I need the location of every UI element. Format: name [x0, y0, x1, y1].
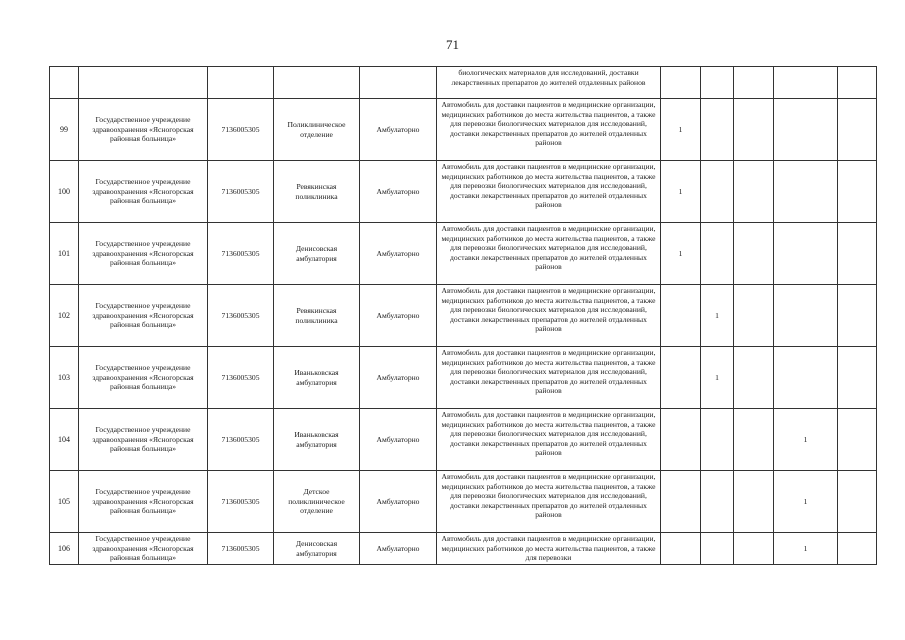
- description-cell: Автомобиль для доставки пациентов в медицинские организации, медицинских работников до места жительства пациентов, а также для перевозки биологических материалов для исследований, доставки лекарственных препаратов до жителей отдаленных районов: [437, 471, 661, 533]
- table-row: [50, 99, 877, 161]
- institution-cell: Государственное учреждение здравоохранения «Ясногорская районная больница»: [79, 471, 208, 533]
- description-cell: Автомобиль для доставки пациентов в медицинские организации, медицинских работников до места жительства пациентов, а также для перевозки биологических материалов для исследований, доставки лекарственных препаратов до жителей отдаленных районов: [437, 161, 661, 223]
- table-row: [50, 223, 877, 285]
- quantity-cell-2: [701, 223, 734, 285]
- quantity-cell-3: [734, 161, 774, 223]
- subdivision-cell: Поликлиническое отделение: [274, 99, 360, 161]
- institution-cell: Государственное учреждение здравоохранения «Ясногорская районная больница»: [79, 533, 208, 565]
- row-number: 101: [50, 223, 79, 285]
- quantity-cell-4: [774, 223, 838, 285]
- description-cell: Автомобиль для доставки пациентов в медицинские организации, медицинских работников до места жительства пациентов, а также для перевозки биологических материалов для исследований, доставки лекарственных препаратов до жителей отдаленных районов: [437, 99, 661, 161]
- description-cell: Автомобиль для доставки пациентов в медицинские организации, медицинских работников до места жительства пациентов, а также для перевозки биологических материалов для исследований, доставки лекарственных препаратов до жителей отдаленных районов: [437, 285, 661, 347]
- inn-cell: 7136005305: [208, 533, 274, 565]
- institution-cell: Государственное учреждение здравоохранения «Ясногорская районная больница»: [79, 285, 208, 347]
- inn-cell: 7136005305: [208, 347, 274, 409]
- subdivision-cell: Ревякинская поликлиника: [274, 161, 360, 223]
- quantity-cell-5: [838, 533, 877, 565]
- subdivision-cell: Иваньковская амбулатория: [274, 347, 360, 409]
- table-row-continuation: [50, 67, 877, 99]
- description-cell: Автомобиль для доставки пациентов в медицинские организации, медицинских работников до места жительства пациентов, а также для перевозки биологических материалов для исследований, доставки лекарственных препаратов до жителей отдаленных районов: [437, 409, 661, 471]
- quantity-cell-4: [774, 99, 838, 161]
- subdivision-cell: Детское поликлиническое отделение: [274, 471, 360, 533]
- quantity-cell-2: 1: [701, 285, 734, 347]
- quantity-cell-1: [661, 471, 701, 533]
- row-number: 100: [50, 161, 79, 223]
- quantity-cell-1: [661, 533, 701, 565]
- quantity-cell-1: [661, 285, 701, 347]
- care-type-cell: Амбулаторно: [360, 533, 437, 565]
- institution-cell: Государственное учреждение здравоохранения «Ясногорская районная больница»: [79, 99, 208, 161]
- page-number: 71: [446, 37, 459, 52]
- subdivision-cell: Денисовская амбулатория: [274, 223, 360, 285]
- subdivision-cell: Иваньковская амбулатория: [274, 409, 360, 471]
- row-number: 106: [50, 533, 79, 565]
- quantity-cell-3: [734, 533, 774, 565]
- table-row: [50, 533, 877, 565]
- quantity-cell-5: [838, 347, 877, 409]
- inn-cell: 7136005305: [208, 471, 274, 533]
- quantity-cell-1: 1: [661, 223, 701, 285]
- quantity-cell-1: [661, 347, 701, 409]
- institution-cell: Государственное учреждение здравоохранения «Ясногорская районная больница»: [79, 409, 208, 471]
- quantity-cell-4: [774, 285, 838, 347]
- quantity-cell-4: [774, 161, 838, 223]
- care-type-cell: Амбулаторно: [360, 223, 437, 285]
- quantity-cell-2: [701, 471, 734, 533]
- description-cell: Автомобиль для доставки пациентов в медицинские организации, медицинских работников до места жительства пациентов, а также для перевозки: [437, 533, 661, 565]
- description-cell: Автомобиль для доставки пациентов в медицинские организации, медицинских работников до места жительства пациентов, а также для перевозки биологических материалов для исследований, доставки лекарственных препаратов до жителей отдаленных районов: [437, 223, 661, 285]
- quantity-cell-1: 1: [661, 99, 701, 161]
- care-type-cell: Амбулаторно: [360, 161, 437, 223]
- row-number: 104: [50, 409, 79, 471]
- subdivision-cell: Денисовская амбулатория: [274, 533, 360, 565]
- row-number: 99: [50, 99, 79, 161]
- quantity-cell-2: [701, 99, 734, 161]
- inn-cell: 7136005305: [208, 99, 274, 161]
- institution-cell: Государственное учреждение здравоохранения «Ясногорская районная больница»: [79, 347, 208, 409]
- institution-cell: Государственное учреждение здравоохранения «Ясногорская районная больница»: [79, 161, 208, 223]
- quantity-cell-1: [661, 409, 701, 471]
- quantity-cell-5: [838, 161, 877, 223]
- quantity-cell-3: [734, 347, 774, 409]
- table-row: [50, 347, 877, 409]
- care-type-cell: Амбулаторно: [360, 471, 437, 533]
- quantity-cell-5: [838, 409, 877, 471]
- description-cell: биологических материалов для исследований, доставки лекарственных препаратов до жителей отдаленных районов: [437, 67, 661, 99]
- quantity-cell-1: 1: [661, 161, 701, 223]
- registry-table: [49, 66, 877, 565]
- inn-cell: 7136005305: [208, 285, 274, 347]
- quantity-cell-2: [701, 533, 734, 565]
- quantity-cell-4: 1: [774, 533, 838, 565]
- quantity-cell-4: 1: [774, 471, 838, 533]
- inn-cell: 7136005305: [208, 409, 274, 471]
- table-row: [50, 161, 877, 223]
- subdivision-cell: Ревякинская поликлиника: [274, 285, 360, 347]
- table-row: [50, 285, 877, 347]
- quantity-cell-3: [734, 409, 774, 471]
- quantity-cell-2: [701, 161, 734, 223]
- care-type-cell: Амбулаторно: [360, 99, 437, 161]
- table-row: [50, 409, 877, 471]
- care-type-cell: Амбулаторно: [360, 285, 437, 347]
- row-number: 102: [50, 285, 79, 347]
- inn-cell: 7136005305: [208, 223, 274, 285]
- row-number: 105: [50, 471, 79, 533]
- description-cell: Автомобиль для доставки пациентов в медицинские организации, медицинских работников до места жительства пациентов, а также для перевозки биологических материалов для исследований, доставки лекарственных препаратов до жителей отдаленных районов: [437, 347, 661, 409]
- table-row: [50, 471, 877, 533]
- quantity-cell-2: [701, 409, 734, 471]
- quantity-cell-4: 1: [774, 409, 838, 471]
- care-type-cell: Амбулаторно: [360, 409, 437, 471]
- quantity-cell-3: [734, 285, 774, 347]
- quantity-cell-3: [734, 223, 774, 285]
- inn-cell: 7136005305: [208, 161, 274, 223]
- institution-cell: Государственное учреждение здравоохранения «Ясногорская районная больница»: [79, 223, 208, 285]
- care-type-cell: Амбулаторно: [360, 347, 437, 409]
- quantity-cell-3: [734, 99, 774, 161]
- quantity-cell-5: [838, 285, 877, 347]
- quantity-cell-5: [838, 99, 877, 161]
- quantity-cell-3: [734, 471, 774, 533]
- row-number: 103: [50, 347, 79, 409]
- quantity-cell-5: [838, 223, 877, 285]
- quantity-cell-4: [774, 347, 838, 409]
- quantity-cell-2: 1: [701, 347, 734, 409]
- quantity-cell-5: [838, 471, 877, 533]
